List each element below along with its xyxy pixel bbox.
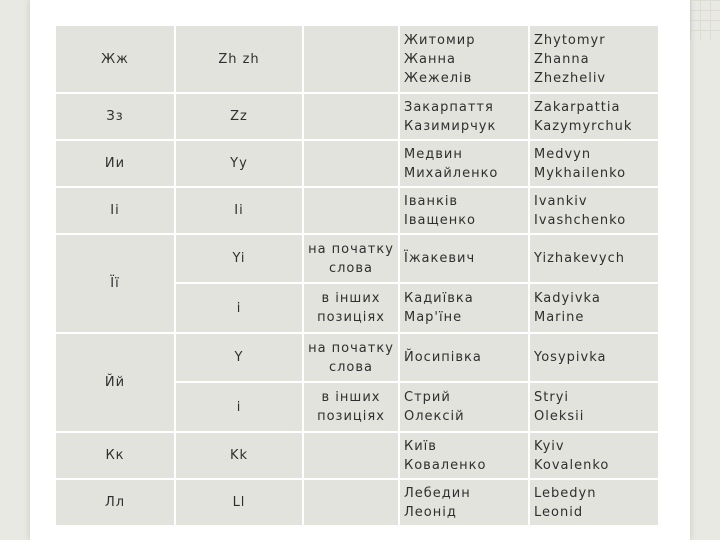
position-note — [304, 94, 398, 139]
note-line: слова — [328, 260, 374, 276]
example-word: Medvyn — [534, 146, 592, 162]
note-line: на початку — [308, 241, 394, 257]
example-word: Leonid — [534, 504, 584, 520]
example-word: Ivankiv — [534, 193, 588, 209]
table-row — [56, 141, 658, 186]
ukrainian-examples — [400, 383, 528, 431]
example-word: Коваленко — [404, 457, 487, 473]
position-note — [304, 480, 398, 525]
position-note — [304, 334, 398, 381]
ukrainian-examples — [400, 188, 528, 233]
table-row — [56, 480, 658, 525]
ukrainian-examples — [400, 334, 528, 381]
latin-letter: Yi — [176, 235, 302, 282]
example-word: Lebedyn — [534, 485, 597, 501]
note-line: позиціях — [317, 310, 385, 325]
latin-examples — [530, 433, 658, 478]
example-word: Жежелів — [404, 70, 473, 86]
ukrainian-examples — [400, 235, 528, 282]
example-word: Олексій — [404, 409, 465, 424]
example-word: Лебедин — [404, 485, 471, 501]
example-word: Кадиївка — [404, 291, 474, 306]
ukrainian-examples — [400, 141, 528, 186]
example-word: Стрий — [404, 390, 451, 405]
position-note — [304, 235, 398, 282]
latin-examples — [530, 188, 658, 233]
note-line: в інших — [321, 291, 381, 306]
table-row — [56, 235, 658, 282]
latin-examples — [530, 141, 658, 186]
table-row — [56, 334, 658, 381]
example-word: Zakarpattia — [534, 99, 621, 115]
latin-examples — [530, 235, 658, 282]
example-word: Ivashchenko — [534, 212, 627, 228]
latin-examples — [530, 383, 658, 431]
ukrainian-examples — [400, 480, 528, 525]
latin-examples — [530, 480, 658, 525]
latin-examples — [530, 94, 658, 139]
transliteration-table — [54, 24, 660, 527]
latin-letter: Kk — [176, 433, 302, 478]
example-word: Zhezheliv — [534, 70, 607, 86]
ukrainian-letter: Йй — [56, 334, 174, 431]
example-word: Іващенко — [404, 212, 477, 228]
example-word: Kadyivka — [534, 291, 601, 306]
ukrainian-letter: Кк — [56, 433, 174, 478]
ukrainian-examples — [400, 26, 528, 92]
example-word: Київ — [404, 438, 437, 454]
example-word: Kovalenko — [534, 457, 610, 473]
latin-examples — [530, 334, 658, 381]
position-note — [304, 188, 398, 233]
latin-examples — [530, 284, 658, 332]
latin-letter: Zz — [176, 94, 302, 139]
note-line: слова — [328, 359, 374, 375]
ukrainian-letter: Її — [56, 235, 174, 332]
example-word: Zhytomyr — [534, 32, 606, 48]
latin-letter: Ll — [176, 480, 302, 525]
ukrainian-letter: Жж — [56, 26, 174, 92]
position-note — [304, 141, 398, 186]
latin-letter: Y — [176, 334, 302, 381]
example-word: Жанна — [404, 51, 456, 67]
example-word: Леонід — [404, 504, 457, 520]
ukrainian-letter: Ии — [56, 141, 174, 186]
example-word: Закарпаття — [404, 99, 494, 115]
ukrainian-examples — [400, 433, 528, 478]
latin-letter: i — [176, 284, 302, 332]
example-word: Їжакевич — [404, 251, 476, 266]
table-row — [56, 188, 658, 233]
ukrainian-letter: Іі — [56, 188, 174, 233]
position-note — [304, 433, 398, 478]
ukrainian-examples — [400, 94, 528, 139]
example-word: Йосипівка — [404, 350, 482, 365]
example-word: Mykhailenko — [534, 165, 627, 181]
example-word: Іванків — [404, 193, 459, 209]
example-word: Yizhakevych — [534, 251, 625, 266]
table-row — [56, 94, 658, 139]
position-note — [304, 284, 398, 332]
example-word: Житомир — [404, 32, 476, 48]
position-note — [304, 26, 398, 92]
note-line: на початку — [308, 340, 394, 356]
example-word: Казимирчук — [404, 118, 497, 134]
latin-letter: Yy — [176, 141, 302, 186]
ukrainian-letter: Лл — [56, 480, 174, 525]
position-note — [304, 383, 398, 431]
ukrainian-examples — [400, 284, 528, 332]
slide — [30, 0, 690, 540]
example-word: Zhanna — [534, 51, 590, 67]
latin-letter: Ii — [176, 188, 302, 233]
latin-letter: i — [176, 383, 302, 431]
table-row — [56, 433, 658, 478]
latin-letter: Zh zh — [176, 26, 302, 92]
example-word: Oleksii — [534, 409, 585, 424]
example-word: Kazymyrchuk — [534, 118, 633, 134]
ukrainian-letter: Зз — [56, 94, 174, 139]
note-line: позиціях — [317, 409, 385, 424]
example-word: Медвин — [404, 146, 463, 162]
table-row — [56, 26, 658, 92]
example-word: Yosypivka — [534, 350, 607, 365]
example-word: Kyiv — [534, 438, 565, 454]
example-word: Михайленко — [404, 165, 499, 181]
note-line: в інших — [321, 390, 381, 405]
latin-examples — [530, 26, 658, 92]
example-word: Marine — [534, 310, 585, 325]
example-word: Stryi — [534, 390, 569, 405]
example-word: Мар'їне — [404, 310, 463, 325]
